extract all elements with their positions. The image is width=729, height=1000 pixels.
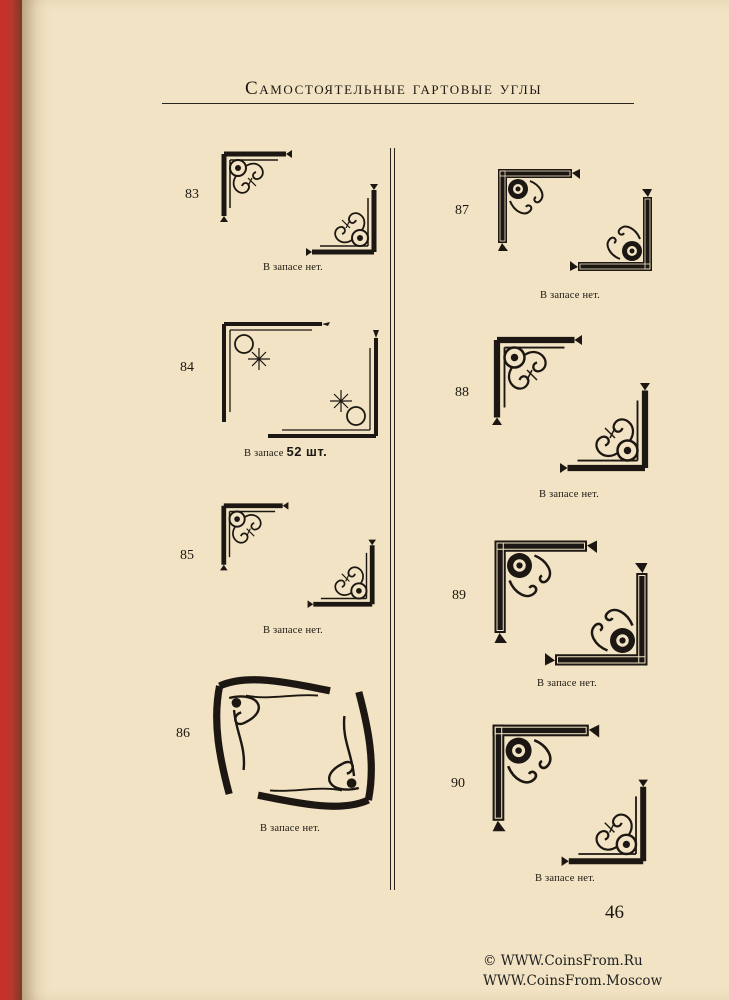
item-number-86: 86 xyxy=(176,726,190,741)
corner-ornament-84 xyxy=(220,320,380,440)
binding-edge xyxy=(0,0,22,1000)
watermark-line-2: WWW.CoinsFrom.Moscow xyxy=(483,973,663,989)
item-caption-88: В запасе нет. xyxy=(539,489,599,500)
watermark-line-1: © WWW.CoinsFrom.Ru xyxy=(483,953,643,969)
item-number-90: 90 xyxy=(451,776,465,791)
header-rule xyxy=(162,103,634,104)
item-number-85: 85 xyxy=(180,548,194,563)
corner-ornament-89 xyxy=(490,536,652,670)
corner-ornament-88 xyxy=(490,333,652,475)
caption-prefix-84: В запасе xyxy=(244,448,284,459)
corner-ornament-85 xyxy=(218,500,378,610)
item-number-84: 84 xyxy=(180,360,194,375)
item-caption-90: В запасе нет. xyxy=(535,873,595,884)
page-number: 46 xyxy=(605,902,624,923)
corner-ornament-87 xyxy=(494,165,656,275)
corner-ornament-83 xyxy=(218,148,380,258)
item-caption-87: В запасе нет. xyxy=(540,290,600,301)
item-caption-84 xyxy=(244,444,327,459)
page-title: Самостоятельные гартовые углы xyxy=(245,78,543,99)
item-caption-86: В запасе нет. xyxy=(260,823,320,834)
stock-count-84: 52 шт. xyxy=(286,444,328,459)
item-number-89: 89 xyxy=(452,588,466,603)
item-number-88: 88 xyxy=(455,385,469,400)
corner-ornament-86 xyxy=(208,672,380,814)
item-caption-85: В запасе нет. xyxy=(263,625,323,636)
item-number-87: 87 xyxy=(455,203,469,218)
item-caption-89: В запасе нет. xyxy=(537,678,597,689)
item-number-83: 83 xyxy=(185,187,199,202)
item-caption-83: В запасе нет. xyxy=(263,262,323,273)
corner-ornament-90 xyxy=(488,720,650,868)
column-divider xyxy=(390,148,395,890)
